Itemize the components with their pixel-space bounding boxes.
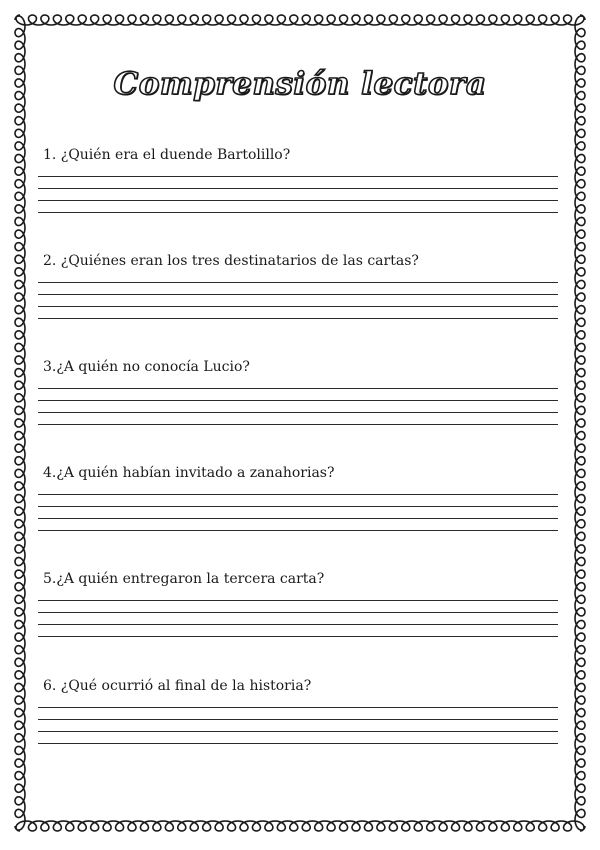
answer-line — [38, 388, 558, 389]
answer-line — [38, 494, 558, 495]
answer-line — [38, 719, 558, 720]
border-right — [575, 16, 585, 830]
page-title: Comprensión lectora — [113, 66, 487, 102]
answer-line — [38, 200, 558, 201]
answer-line — [38, 624, 558, 625]
question-4 — [38, 464, 558, 542]
answer-lines[interactable] — [38, 282, 558, 319]
answer-line — [38, 212, 558, 213]
answer-line — [38, 412, 558, 413]
answer-line — [38, 612, 558, 613]
answer-line — [38, 636, 558, 637]
answer-line — [38, 530, 558, 531]
border-bottom — [16, 821, 584, 831]
question-2 — [38, 252, 558, 330]
answer-lines[interactable] — [38, 494, 558, 531]
answer-line — [38, 424, 558, 425]
answer-lines[interactable] — [38, 707, 558, 744]
question-3 — [38, 358, 558, 436]
question-text: 3.¿A quién no conocía Lucio? — [43, 359, 250, 375]
answer-lines[interactable] — [38, 388, 558, 425]
answer-line — [38, 318, 558, 319]
answer-line — [38, 600, 558, 601]
question-text: 5.¿A quién entregaron la tercera carta? — [43, 571, 325, 587]
answer-line — [38, 707, 558, 708]
answer-line — [38, 282, 558, 283]
question-5 — [38, 570, 558, 648]
question-text: 4.¿A quién habían invitado a zanahorias? — [43, 465, 335, 481]
question-text: 1. ¿Quién era el duende Bartolillo? — [43, 147, 291, 163]
question-6 — [38, 677, 558, 755]
question-1 — [38, 146, 558, 224]
answer-lines[interactable] — [38, 600, 558, 637]
answer-line — [38, 400, 558, 401]
answer-lines[interactable] — [38, 176, 558, 213]
answer-line — [38, 518, 558, 519]
border-left — [15, 16, 25, 830]
border-top — [16, 15, 584, 25]
answer-line — [38, 176, 558, 177]
question-text: 2. ¿Quiénes eran los tres destinatarios de las cartas? — [43, 253, 419, 269]
question-text: 6. ¿Qué ocurrió al final de la historia? — [43, 678, 312, 694]
answer-line — [38, 506, 558, 507]
answer-line — [38, 731, 558, 732]
answer-line — [38, 306, 558, 307]
answer-line — [38, 294, 558, 295]
answer-line — [38, 188, 558, 189]
answer-line — [38, 743, 558, 744]
